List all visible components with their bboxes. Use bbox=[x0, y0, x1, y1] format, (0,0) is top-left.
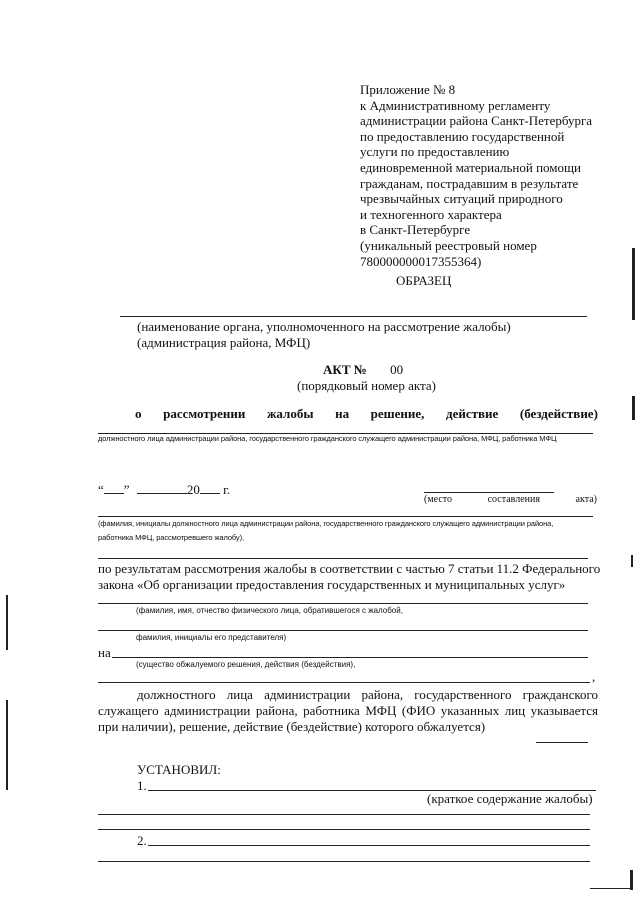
place-word: (место bbox=[424, 494, 453, 505]
appendix-line: чрезвычайных ситуаций природного bbox=[360, 191, 563, 207]
established-heading: УСТАНОВИЛ: bbox=[137, 762, 221, 777]
officials-paragraph-2: служащего администрации района, работника МФЦ (ФИО указанных лиц указывается bbox=[98, 703, 598, 718]
item-1-line-3 bbox=[98, 829, 590, 830]
essence-comma: , bbox=[592, 669, 596, 684]
subject-word: решение, bbox=[370, 406, 425, 421]
subject-word: действие bbox=[446, 406, 499, 421]
appendix-line: услуги по предоставлению bbox=[360, 144, 510, 160]
appendix-line: 780000000017355364) bbox=[360, 253, 482, 269]
subject-word: рассмотрении bbox=[163, 406, 246, 421]
appendix-line: единовременной материальной помощи bbox=[360, 159, 581, 175]
act-title bbox=[323, 362, 403, 378]
year-suffix: г. bbox=[223, 482, 231, 497]
authority-line bbox=[120, 316, 587, 317]
officials-paragraph-3: при наличии), решение, действие (бездействие) которого обжалуется) bbox=[98, 719, 486, 734]
place-word: акта) bbox=[575, 494, 597, 505]
appendix-line: гражданам, пострадавшим в результате bbox=[360, 175, 579, 191]
officials-caption: должностного лица администрации района, государственного гражданского служащего администрации района, МФЦ, работника МФЦ bbox=[98, 434, 557, 443]
quote-close: ” bbox=[123, 482, 130, 497]
representative-line bbox=[98, 630, 588, 631]
act-title-label: АКТ № bbox=[323, 362, 367, 377]
subject-word: жалобы bbox=[267, 406, 314, 421]
appendix-line: в Санкт-Петербурге bbox=[360, 222, 471, 238]
officials-paragraph: должностного лица администрации района, государственного гражданского bbox=[137, 687, 598, 702]
authority-caption-2: (администрация района, МФЦ) bbox=[137, 335, 311, 350]
year-blank bbox=[200, 493, 220, 494]
subject-word: на bbox=[335, 406, 350, 421]
appendix-line: и техногенного характера bbox=[360, 206, 502, 222]
scan-edge-mark bbox=[632, 248, 635, 320]
reviewer-caption: (фамилия, инициалы должностного лица администрации района, государственного гражданского служащего администрации района, bbox=[98, 519, 554, 528]
scan-edge-mark bbox=[631, 555, 633, 567]
basis-line bbox=[98, 558, 588, 559]
scan-edge-mark bbox=[632, 396, 635, 420]
scan-edge-mark bbox=[6, 700, 8, 790]
date-row bbox=[98, 482, 230, 498]
year-prefix: 20 bbox=[186, 482, 200, 497]
item-2-label: 2. bbox=[137, 833, 147, 848]
scan-edge-mark bbox=[630, 870, 633, 890]
reviewer-line bbox=[98, 516, 593, 517]
applicant-caption: (фамилия, имя, отчество физического лица, обратившегося с жалобой, bbox=[136, 606, 403, 615]
officials-paragraph-line bbox=[536, 742, 588, 743]
sample-label: ОБРАЗЕЦ bbox=[396, 273, 452, 288]
act-subject bbox=[135, 406, 598, 422]
item-2-line bbox=[148, 845, 590, 846]
place-caption bbox=[424, 494, 597, 505]
reviewer-caption-2: работника МФЦ, рассмотревшего жалобу), bbox=[98, 533, 244, 542]
act-number: 00 bbox=[390, 362, 404, 377]
appendix-line: администрации района Санкт-Петербурга bbox=[360, 113, 593, 129]
essence-caption: (существо обжалуемого решения, действия (бездействия), bbox=[136, 660, 356, 669]
subject-word: (бездействие) bbox=[519, 406, 598, 421]
appendix-line: по предоставлению государственной bbox=[360, 128, 565, 144]
quote-open: “ bbox=[98, 482, 104, 497]
month-blank bbox=[137, 493, 187, 494]
scan-edge-mark bbox=[590, 888, 632, 889]
essence-line bbox=[112, 657, 588, 658]
item-1-label: 1. bbox=[137, 778, 147, 793]
on-label: на bbox=[98, 645, 111, 660]
appendix-block bbox=[360, 82, 592, 269]
applicant-line bbox=[98, 603, 588, 604]
representative-caption: фамилия, инициалы его представителя) bbox=[136, 633, 287, 642]
appendix-line: (уникальный реестровый номер bbox=[360, 237, 537, 253]
place-word: составления bbox=[487, 494, 540, 505]
day-blank bbox=[104, 493, 124, 494]
basis-text-2: закона «Об организации предоставления государственных и муниципальных услуг» bbox=[98, 577, 566, 592]
item-1-caption: (краткое содержание жалобы) bbox=[427, 791, 593, 806]
act-subtitle: (порядковый номер акта) bbox=[297, 378, 436, 393]
appendix-line: к Административному регламенту bbox=[360, 97, 551, 113]
item-2-line-2 bbox=[98, 861, 590, 862]
appendix-line: Приложение № 8 bbox=[360, 82, 456, 97]
scan-edge-mark bbox=[6, 595, 8, 650]
basis-text: по результатам рассмотрения жалобы в соответствии с частью 7 статьи 11.2 Федерального bbox=[98, 561, 601, 576]
place-line bbox=[424, 492, 554, 493]
subject-word: о bbox=[135, 406, 142, 421]
item-1-line-2 bbox=[98, 814, 590, 815]
essence-line-2 bbox=[98, 682, 590, 683]
authority-caption: (наименование органа, уполномоченного на рассмотрение жалобы) bbox=[137, 319, 511, 334]
